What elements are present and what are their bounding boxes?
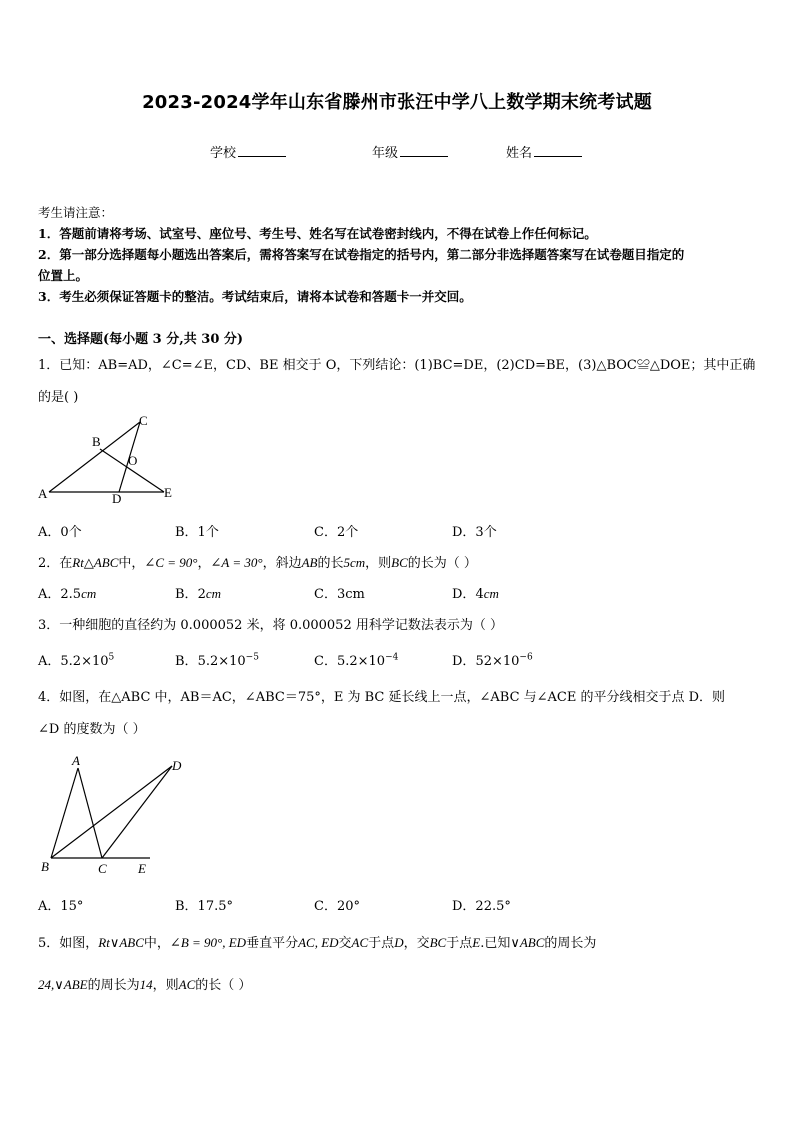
q5-line2-ac: AC	[178, 977, 196, 992]
q5-ac-ed: AC, ED	[298, 935, 339, 950]
school-blank[interactable]	[238, 144, 286, 157]
label-b: B	[41, 859, 49, 874]
grade-label: 年级	[372, 146, 399, 161]
line-ab	[51, 768, 78, 858]
q5-mid7: .已知	[480, 936, 511, 951]
label-c: C	[98, 861, 107, 876]
q2-option-b-unit: cm	[205, 586, 222, 601]
q2-post: 的长为（ ）	[407, 556, 477, 571]
q2-stem	[38, 552, 477, 571]
q4-stem-line1: 4．如图，在△ABC 中，AB＝AC，∠ABC＝75°，E 为 BC 延长线上一点，∠ABC 与∠ACE 的平分线相交于点 D．则	[38, 690, 726, 705]
q2-bc: BC	[391, 555, 408, 570]
q3-option-b-base: 5.2×10	[197, 654, 246, 669]
q2-option-d-num: 4	[475, 587, 484, 602]
q5-ac: AC	[351, 935, 369, 950]
q3-option-b[interactable]	[175, 650, 259, 669]
label-b: B	[92, 434, 101, 449]
q5-abc: ∨ABC	[510, 935, 545, 950]
q3-option-c-exp: −4	[385, 652, 399, 663]
q3-option-b-exp: −5	[245, 652, 259, 663]
q4-option-a[interactable]: A．15°	[38, 899, 84, 914]
q5-stem-line2	[38, 974, 251, 993]
line-ac	[49, 422, 140, 492]
q2-pre: 2．在	[38, 556, 73, 571]
q3-option-c[interactable]	[314, 650, 398, 669]
q5-line2-post: 的长（ ）	[195, 978, 252, 993]
q2-option-a-letter: A．	[38, 587, 61, 602]
label-d: D	[112, 491, 122, 506]
q3-option-a-exp: 5	[108, 652, 115, 663]
q4-option-c[interactable]: C．20°	[314, 899, 360, 914]
q5-line2-num2: 14	[139, 977, 153, 992]
q5-mid2: 垂直平分	[246, 936, 299, 951]
q2-mid1: 中，	[118, 556, 145, 571]
q3-option-d-exp: −6	[519, 652, 533, 663]
q5-line2-num: 24,∨ABE	[38, 977, 88, 992]
q5-mid1: 中，	[143, 936, 170, 951]
q3-stem: 3．一种细胞的直径约为 0.000052 米，将 0.000052 用科学记数法表示为（ ）	[38, 618, 503, 633]
line-ac	[78, 768, 102, 858]
q4-stem-line2: ∠D 的度数为（ ）	[38, 722, 146, 737]
q2-mid2: ，斜边	[262, 556, 302, 571]
q5-mid3: 交	[338, 936, 352, 951]
q5-line2-mid2: ，则	[152, 978, 179, 993]
q1-option-b[interactable]: B．1个	[175, 525, 219, 540]
q3-option-c-base: 5.2×10	[336, 654, 386, 669]
school-label: 学校	[210, 146, 237, 161]
q2-option-c-num: 3cm	[336, 587, 365, 602]
label-o: O	[128, 453, 138, 468]
q5-line2-mid: 的周长为	[87, 978, 140, 993]
q1-option-d[interactable]: D．3个	[452, 525, 497, 540]
q2-triangle: △ABC	[83, 555, 119, 570]
q4-figure	[36, 750, 196, 878]
q2-option-b-num: 2	[197, 587, 206, 602]
q2-option-a-num: 2.5	[60, 587, 82, 602]
name-blank[interactable]	[534, 144, 582, 157]
q2-option-c[interactable]	[314, 583, 365, 602]
label-c: C	[139, 413, 148, 428]
q2-ab: AB	[301, 555, 318, 570]
q1-stem-line1: 1．已知：AB=AD，∠C=∠E，CD、BE 相交于 O，下列结论：(1)BC=DE，(2)CD=BE，(3)△BOC≌△DOE；其中正确	[38, 358, 756, 373]
q2-option-d-letter: D．	[452, 587, 476, 602]
q2-option-a[interactable]	[38, 583, 96, 602]
q2-mid4: ，则	[365, 556, 392, 571]
q2-option-b[interactable]	[175, 583, 221, 602]
q2-angle-a: ∠A = 30°	[210, 555, 263, 570]
q5-mid6: 于点	[446, 936, 473, 951]
q2-rt: Rt	[72, 555, 84, 570]
notice-item-2-cont: 位置上。	[38, 268, 89, 283]
q3-option-a[interactable]	[38, 650, 114, 669]
notice-item-1: 1．答题前请将考场、试室号、座位号、考生号、姓名写在试卷密封线内，不得在试卷上作任何标记。	[38, 226, 597, 241]
q2-option-c-letter: C．	[314, 587, 337, 602]
q4-option-d[interactable]: D．22.5°	[452, 899, 511, 914]
q1-figure	[30, 410, 190, 508]
label-a: A	[38, 486, 48, 501]
q3-option-d-base: 52×10	[475, 654, 520, 669]
q5-pre: 5．如图，	[38, 936, 99, 951]
line-cd	[102, 766, 172, 858]
notice-item-2: 2．第一部分选择题每小题选出答案后，需将答案写在试卷指定的括号内，第二部分非选择题答案写在试卷题目指定的	[38, 247, 685, 262]
notice-item-3: 3．考生必须保证答题卡的整洁。考试结束后，请将本试卷和答题卡一并交回。	[38, 289, 472, 304]
line-bd	[51, 766, 172, 858]
notice-heading: 考生请注意：	[38, 205, 114, 220]
q3-option-d-letter: D．	[452, 654, 476, 669]
grade-blank[interactable]	[400, 144, 448, 157]
q2-option-d[interactable]	[452, 583, 499, 602]
q5-stem-line1	[38, 932, 596, 951]
label-e: E	[164, 485, 172, 500]
q1-option-a[interactable]: A．0个	[38, 525, 82, 540]
q2-length: 5cm	[343, 555, 366, 570]
q2-option-b-letter: B．	[175, 587, 198, 602]
label-e: E	[138, 861, 146, 876]
q2-option-a-unit: cm	[81, 586, 97, 601]
page-title: 2023-2024学年山东省滕州市张汪中学八上数学期末统考试题	[142, 92, 652, 113]
q5-cond: ∠B = 90°, ED	[169, 935, 247, 950]
q5-rt: Rt∨ABC	[98, 935, 144, 950]
q3-option-a-base: 5.2×10	[60, 654, 109, 669]
q5-bc: BC	[429, 935, 447, 950]
q3-option-a-letter: A．	[38, 654, 61, 669]
q5-d: D	[394, 935, 404, 950]
name-label: 姓名	[506, 146, 533, 161]
q5-mid4: 于点	[368, 936, 395, 951]
q2-comma: ，	[197, 556, 211, 571]
grade-field[interactable]	[372, 142, 448, 161]
label-a: A	[72, 753, 80, 768]
q2-angle-c: ∠C = 90°	[144, 555, 198, 570]
q3-option-d[interactable]	[452, 650, 533, 669]
q1-option-c[interactable]: C．2个	[314, 525, 359, 540]
q5-post: 的周长为	[544, 936, 597, 951]
q2-mid3: 的长	[317, 556, 344, 571]
section-heading: 一、选择题(每小题 3 分,共 30 分)	[38, 332, 244, 347]
q4-option-b[interactable]: B．17.5°	[175, 899, 233, 914]
q5-e: E	[472, 935, 481, 950]
q3-option-c-letter: C．	[314, 654, 337, 669]
q2-option-d-unit: cm	[483, 586, 499, 601]
school-field[interactable]	[210, 142, 286, 161]
q1-stem-line2: 的是( )	[38, 390, 79, 405]
q3-option-b-letter: B．	[175, 654, 198, 669]
q5-mid5: ，交	[403, 936, 430, 951]
label-d: D	[172, 758, 182, 773]
name-field[interactable]	[506, 142, 582, 161]
